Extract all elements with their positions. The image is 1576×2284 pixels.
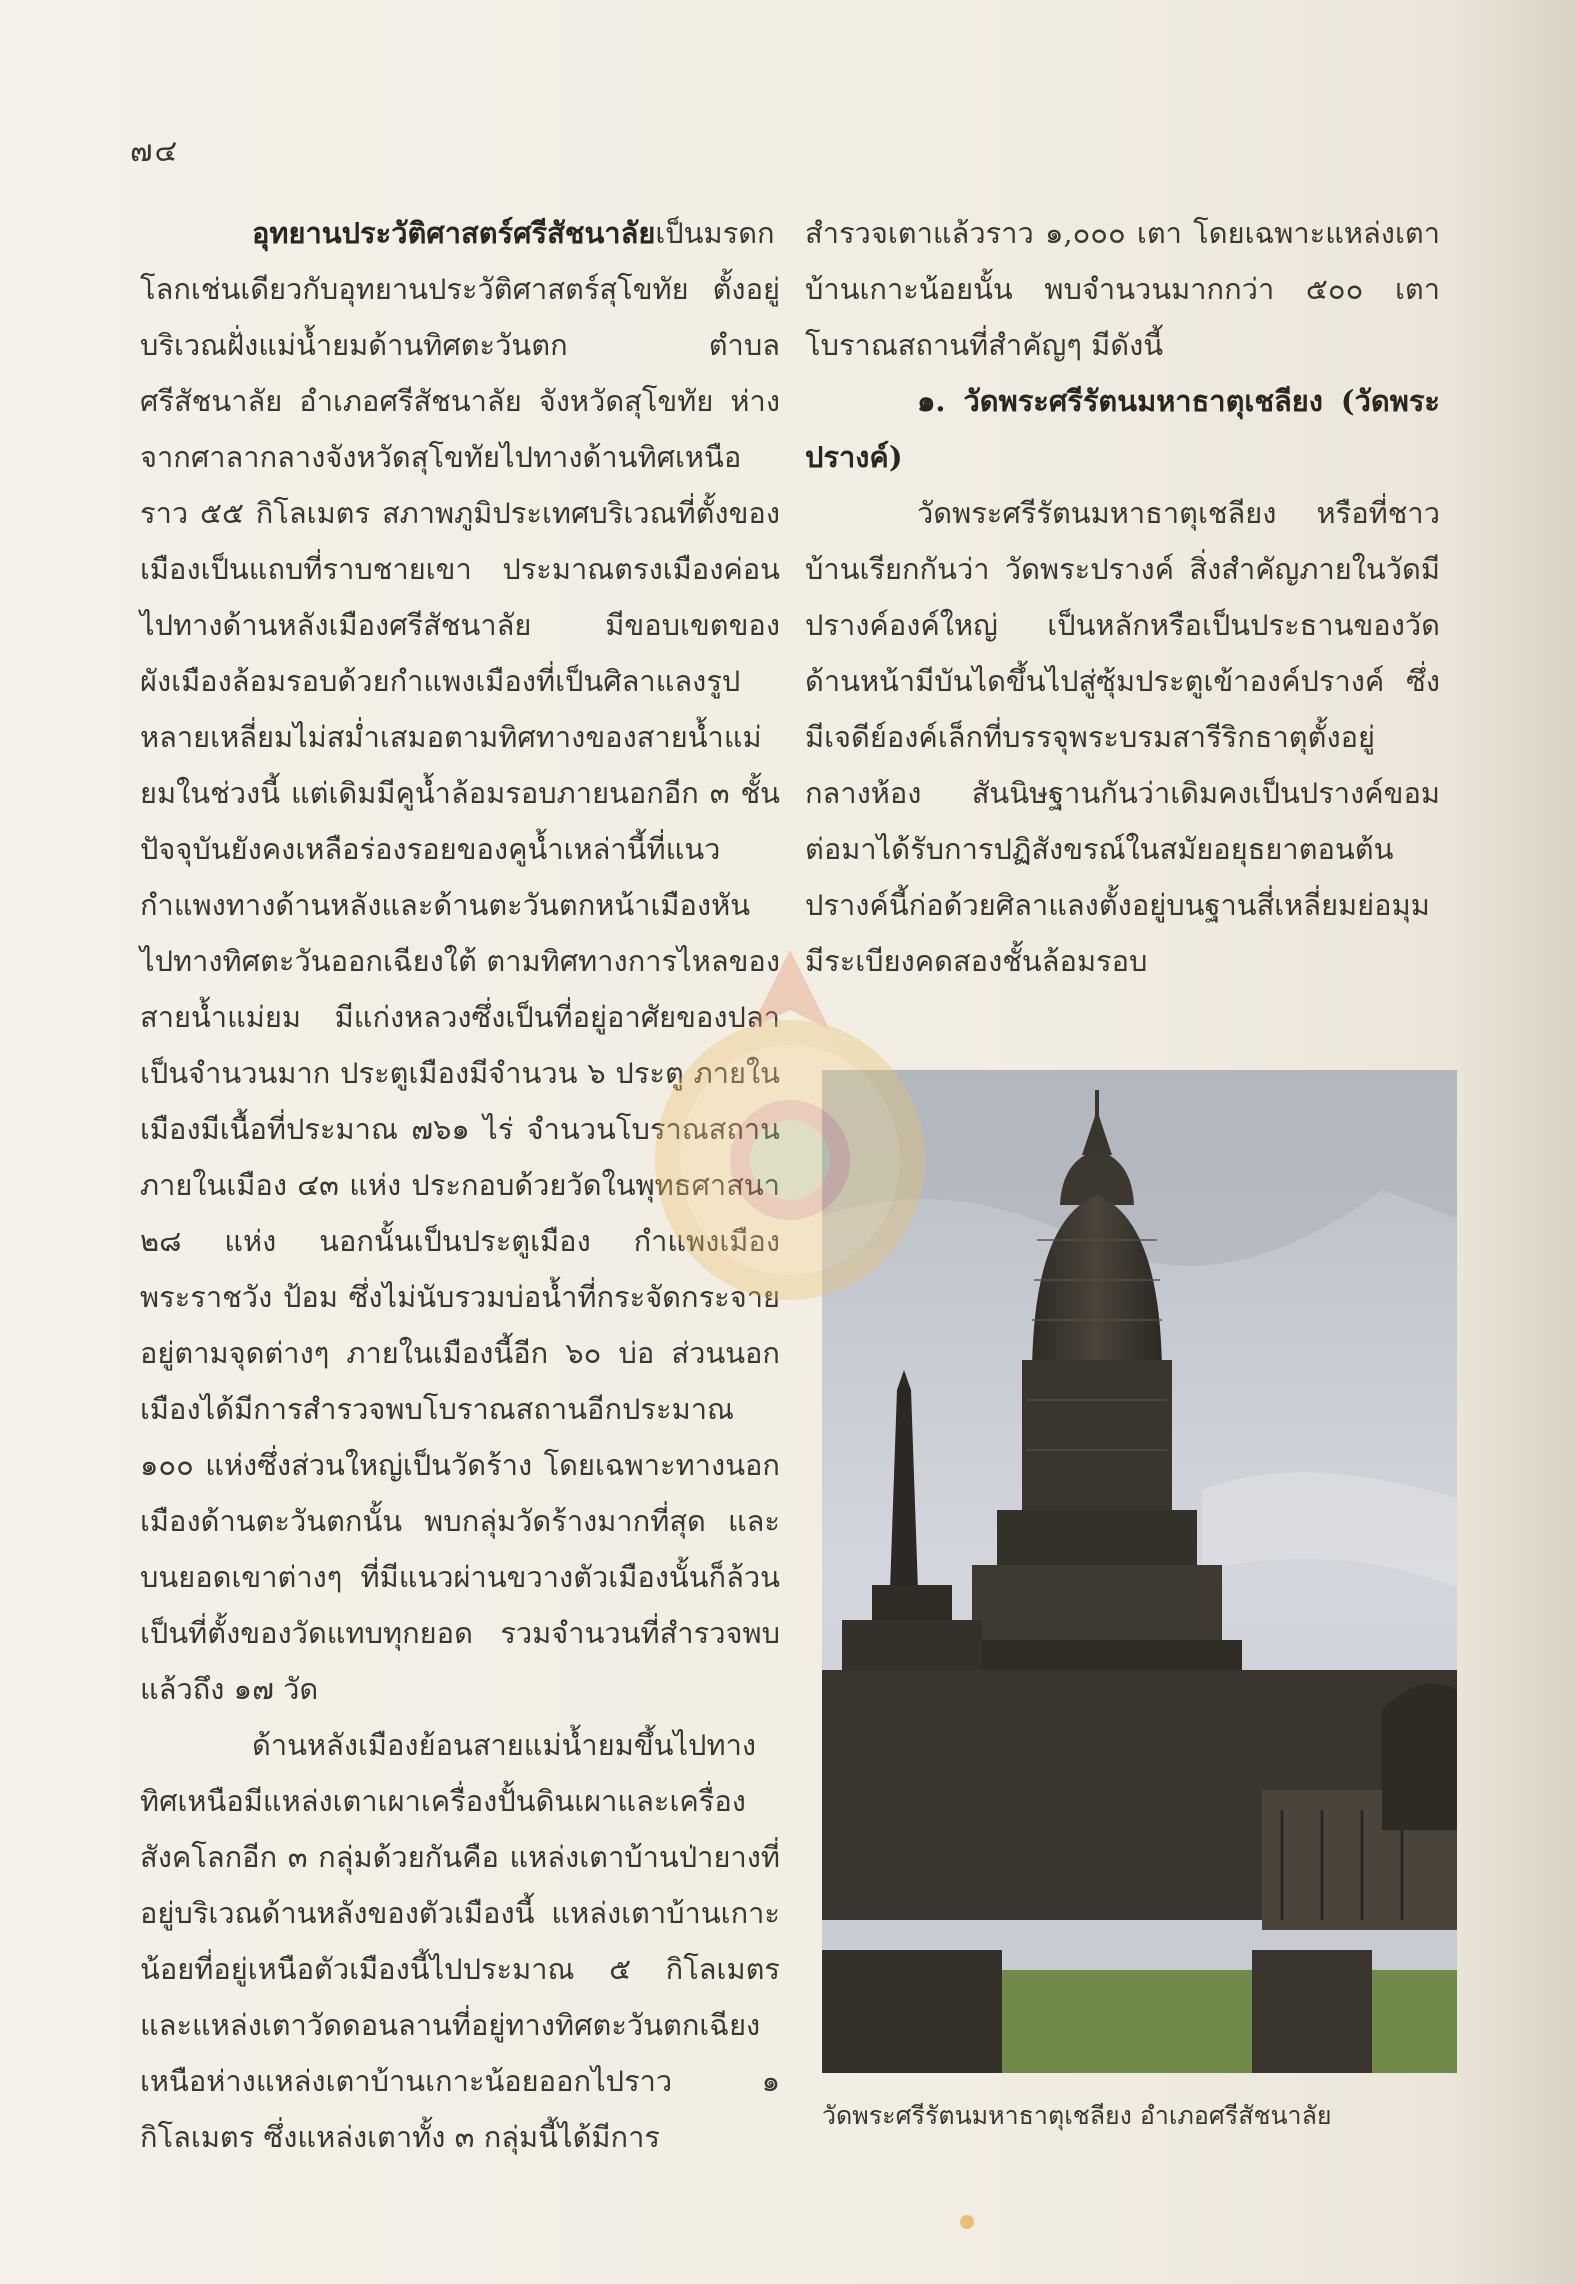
intro-paragraph xyxy=(140,205,780,1717)
prang-photo-illustration xyxy=(822,1070,1457,2073)
paper-stain xyxy=(960,2215,974,2229)
right-column xyxy=(805,205,1440,989)
intro-heading: อุทยานประวัติศาสตร์ศรีสัชนาลัย xyxy=(252,216,656,250)
continuation-paragraph: สำรวจเตาแล้วราว ๑,๐๐๐ เตา โดยเฉพาะแหล่งเตาบ้านเกาะน้อยนั้น พบจำนวนมากกว่า ๕๐๐ เตา โบราณสถานที่สำคัญๆ มีดังนี้ xyxy=(805,216,1440,362)
page-number: ๗๔ xyxy=(130,134,180,169)
temple-photo xyxy=(822,1070,1457,2073)
section-heading: ๑. วัดพระศรีรัตนมหาธาตุเชลียง (วัดพระปรางค์) xyxy=(805,384,1440,474)
intro-body: เป็นมรดกโลกเช่นเดียวกับอุทยานประวัติศาสตร์สุโขทัย ตั้งอยู่บริเวณฝั่งแม่น้ำยมด้านทิศตะวันตก ตำบลศรีสัชนาลัย อำเภอศรีสัชนาลัย จังหวัดสุโขทัย ห่างจากศาลากลางจังหวัดสุโขทัยไปทางด้านทิศเหนือราว ๕๕ กิโลเมตร สภาพภูมิประเทศบริเวณที่ตั้งของเมืองเป็นแถบที่ราบชายเขา ประมาณตรงเมืองค่อนไปทางด้านหลังเมืองศรีสัชนาลัย มีขอบเขตของผังเมืองล้อมรอบด้วยกำแพงเมืองที่เป็นศิลาแลงรูปหลายเหลี่ยมไม่สม่ำเสมอตามทิศทางของสายน้ำแม่ยมในช่วงนี้ แต่เดิมมีคูน้ำล้อมรอบภายนอกอีก ๓ ชั้น ปัจจุบันยังคงเหลือร่องรอยของคูน้ำเหล่านี้ที่แนวกำแพงทางด้านหลังและด้านตะวันตกหน้าเมืองหันไปทางทิศตะวันออกเฉียงใต้ ตามทิศทางการไหลของสายน้ำแม่ยม มีแก่งหลวงซึ่งเป็นที่อยู่อาศัยของปลาเป็นจำนวนมาก ประตูเมืองมีจำนวน ๖ ประตู ภายในเมืองมีเนื้อที่ประมาณ ๗๖๑ ไร่ จำนวนโบราณสถานภายในเมือง ๔๓ แห่ง ประกอบด้วยวัดในพุทธศาสนา ๒๘ แห่ง นอกนั้นเป็นประตูเมือง กำแพงเมือง พระราชวัง ป้อม ซึ่งไม่นับรวมบ่อน้ำที่กระจัดกระจายอยู่ตามจุดต่างๆ ภายในเมืองนี้อีก ๖๐ บ่อ ส่วนนอกเมืองได้มีการสำรวจพบโบราณสถานอีกประมาณ ๑๐๐ แห่งซึ่งส่วนใหญ่เป็นวัดร้าง โดยเฉพาะทางนอกเมืองด้านตะวันตกนั้น พบกลุ่มวัดร้างมากที่สุด และบนยอดเขาต่างๆ ที่มีแนวผ่านขวางตัวเมืองนั้นก็ล้วนเป็นที่ตั้งของวัดแทบทุกยอด รวมจำนวนที่สำรวจพบแล้วถึง ๑๗ วัด xyxy=(140,216,780,1706)
kiln-paragraph: ด้านหลังเมืองย้อนสายแม่น้ำยมขึ้นไปทางทิศเหนือมีแหล่งเตาเผาเครื่องปั้นดินเผาและเครื่องสังคโลกอีก ๓ กลุ่มด้วยกันคือ แหล่งเตาบ้านป่ายางที่อยู่บริเวณด้านหลังของตัวเมืองนี้ แหล่งเตาบ้านเกาะน้อยที่อยู่เหนือตัวเมืองนี้ไปประมาณ ๕ กิโลเมตร และแหล่งเตาวัดดอนลานที่อยู่ทางทิศตะวันตกเฉียงเหนือห่างแหล่งเตาบ้านเกาะน้อยออกไปราว ๑ กิโลเมตร ซึ่งแหล่งเตาทั้ง ๓ กลุ่มนี้ได้มีการ xyxy=(140,1728,780,2154)
left-column xyxy=(140,205,780,2165)
photo-caption: วัดพระศรีรัตนมหาธาตุเชลียง อำเภอศรีสัชนาลัย xyxy=(822,2101,1332,2130)
section-body: วัดพระศรีรัตนมหาธาตุเชลียง หรือที่ชาวบ้านเรียกกันว่า วัดพระปรางค์ สิ่งสำคัญภายในวัดมีปรางค์องค์ใหญ่ เป็นหลักหรือเป็นประธานของวัด ด้านหน้ามีบันไดขึ้นไปสู่ซุ้มประตูเข้าองค์ปรางค์ ซึ่งมีเจดีย์องค์เล็กที่บรรจุพระบรมสารีริกธาตุตั้งอยู่กลางห้อง สันนิษฐานกันว่าเดิมคงเป็นปรางค์ขอม ต่อมาได้รับการปฏิสังขรณ์ในสมัยอยุธยาตอนต้น ปรางค์นี้ก่อด้วยศิลาแลงตั้งอยู่บนฐานสี่เหลี่ยมย่อมุมมีระเบียงคดสองชั้นล้อมรอบ xyxy=(805,496,1440,978)
